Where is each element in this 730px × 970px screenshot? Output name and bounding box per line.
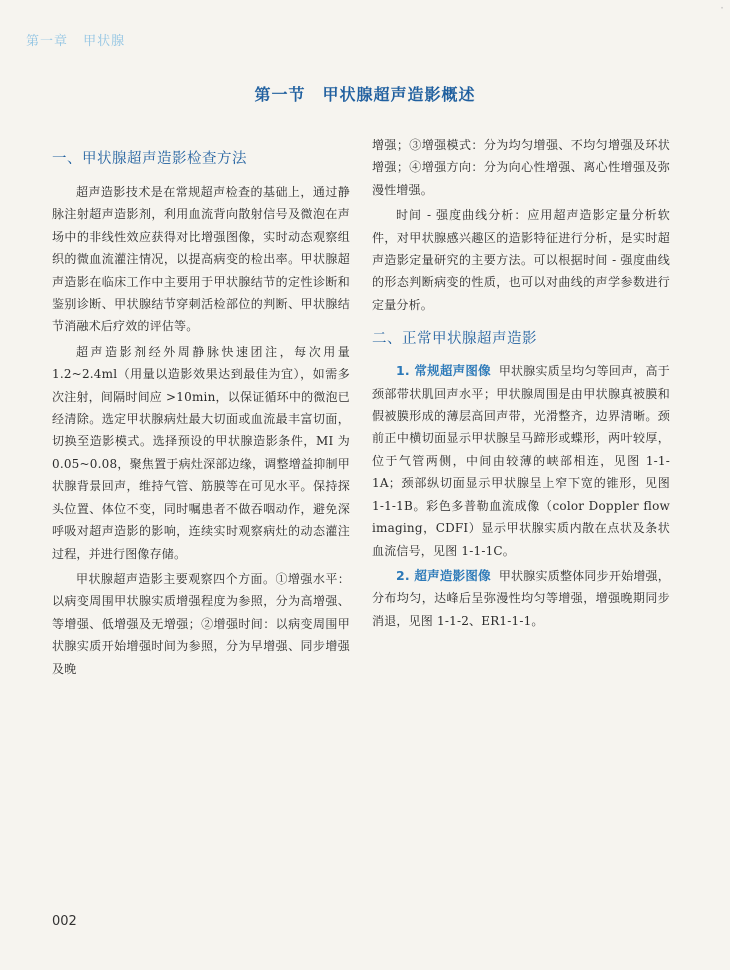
paragraph-continuation: 增强；③增强模式：分为均匀增强、不均匀增强及环状增强；④增强方向：分为向心性增强、离心性增强及弥漫性增强。 (372, 138, 670, 197)
chapter-topic: 甲状腺 (83, 34, 126, 49)
conventional-ultrasound-text: 甲状腺实质呈均匀等回声，高于颈部带状肌回声水平；甲状腺周围是由甲状腺真被膜和假被膜形成的薄层高回声带，光滑整齐，边界清晰。颈前正中横切面显示甲状腺呈马蹄形或蝶形，两叶较厚，位于气管两侧，中间由较薄的峡部相连，见图 1-1-1A；颈部纵切面显示甲状腺呈上窄下宽的锥形，见图 1-1-1B。彩色多普勒血流成像（color Doppler flow imaging，CDFI）显示甲状腺实质内散在点状及条状血流信号，见图 1-1-1C。 (372, 364, 670, 558)
paragraph-intro: 超声造影技术是在常规超声检查的基础上，通过静脉注射超声造影剂，利用血流背向散射信号及微泡在声场中的非线性效应获得对比增强图像，实时动态观察组织的微血流灌注情况，以提高病变的检出率。甲状腺超声造影在临床工作中主要用于甲状腺结节的定性诊断和鉴别诊断、甲状腺结节穿刺活检部位的判断、甲状腺结节消融术后疗效的评估等。 (52, 185, 350, 334)
left-column (52, 148, 350, 683)
contrast-image-text: 甲状腺实质整体同步开始增强，分布均匀，达峰后呈弥漫性均匀等增强，增强晚期同步消退，见图 1-1-2、ER1-1-1。 (372, 568, 670, 628)
chapter-label: 第一章 (26, 34, 69, 49)
page-number: 002 (52, 914, 77, 929)
section-title: 第一节 甲状腺超声造影概述 (254, 85, 476, 104)
subheading-contrast-image: 2. 超声造影图像 (396, 567, 491, 583)
right-column (372, 134, 670, 635)
paragraph-observation: 甲状腺超声造影主要观察四个方面。①增强水平：以病变周围甲状腺实质增强程度为参照，分为高增强、等增强、低增强及无增强；②增强时间：以病变周围甲状腺实质开始增强时间为参照，分为早增强、同步增强及晚 (52, 571, 350, 676)
running-header (26, 30, 125, 49)
paragraph-time-intensity: 时间 - 强度曲线分析：应用超声造影定量分析软件，对甲状腺感兴趣区的造影特征进行分析，是实时超声造影定量研究的主要方法。可以根据时间 - 强度曲线的形态判断病变的性质，也可以对曲线的声学参数进行定量分析。 (372, 208, 670, 312)
subheading-conventional-ultrasound: 1. 常规超声图像 (396, 363, 491, 379)
heading-examination-method: 一、甲状腺超声造影检查方法 (52, 151, 247, 167)
corner-mark: · (720, 1, 724, 15)
heading-normal-thyroid: 二、正常甲状腺超声造影 (372, 331, 537, 348)
paragraph-conventional-ultrasound (372, 360, 670, 562)
paragraph-procedure: 超声造影剂经外周静脉快速团注，每次用量 1.2~2.4ml（用量以造影效果达到最佳为宜），如需多次注射，间隔时间应 >10min，以保证循环中的微泡已经清除。选定甲状腺病灶最大切面或血流最丰富切面，切换至造影模式。选择预设的甲状腺造影条件，MI 为 0.05~0.08，聚焦置于病灶深部边缘，调整增益抑制甲状腺背景回声，维持气管、筋膜等在可见水平。保持探头位置、体位不变，同时嘱患者不做吞咽动作，避免深呼吸对超声造影的影响，连续实时观察病灶的动态灌注过程，并进行图像存储。 (52, 344, 350, 561)
paragraph-contrast-image (372, 565, 670, 632)
